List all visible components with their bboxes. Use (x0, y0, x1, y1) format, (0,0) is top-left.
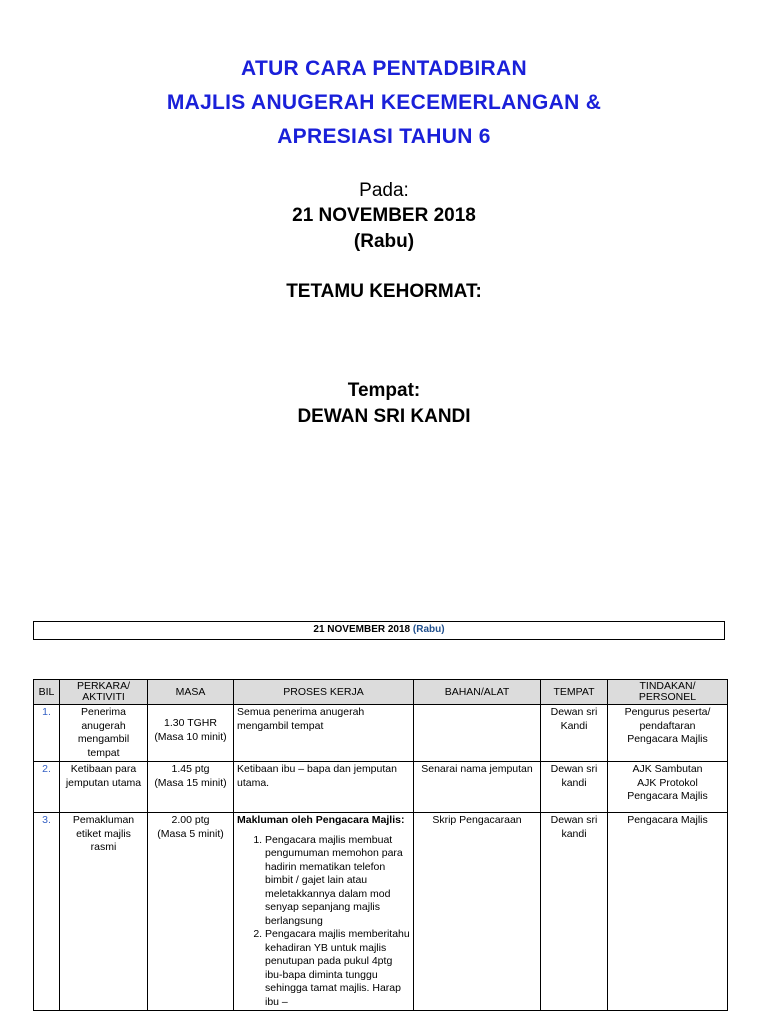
header-bahan: BAHAN/ALAT (414, 680, 541, 705)
row-tindakan-1: Pengacara Majlis (627, 814, 708, 826)
row-tindakan (608, 813, 728, 1011)
row-proses-title: Makluman oleh Pengacara Majlis: (237, 814, 405, 826)
venue-label: Tempat: (347, 380, 421, 401)
row-perkara: Pemakluman etiket majlis rasmi (60, 813, 148, 1011)
table-row (34, 813, 728, 1011)
row-bahan: Senarai nama jemputan (414, 762, 541, 813)
row-bil: 1. (34, 705, 60, 762)
row-tindakan-2: AJK Protokol (637, 776, 698, 789)
row-masa (148, 705, 234, 762)
row-masa-time: 1.45 ptg (171, 763, 210, 775)
header-proses: PROSES KERJA (234, 680, 414, 705)
row-perkara: Penerima anugerah mengambil tempat (60, 705, 148, 762)
row-tindakan (608, 762, 728, 813)
proses-step: 2. Pengacara majlis memberitahu kehadiran YB untuk majlis penutupan pada pukul 4ptg ibu-bapa diminta tunggu sehingga tamat majlis. Harap ibu – (265, 928, 410, 1009)
header-bil: BIL (34, 680, 60, 705)
row-masa-duration: (Masa 15 minit) (154, 776, 227, 789)
date-banner-date: 21 NOVEMBER 2018 (313, 624, 411, 635)
row-tindakan-2: Pengacara Majlis (627, 733, 708, 745)
header-perkara: PERKARA/ AKTIVITI (60, 680, 148, 705)
row-perkara: Ketibaan para jemputan utama (60, 762, 148, 813)
row-tindakan-1: AJK Sambutan (632, 763, 703, 775)
row-bil: 3. (34, 813, 60, 1011)
event-date: 21 NOVEMBER 2018 (292, 205, 476, 226)
row-masa (148, 762, 234, 813)
row-tempat: Dewan sri kandi (541, 762, 608, 813)
row-tempat: Dewan sri kandi (541, 813, 608, 1011)
row-bahan: Skrip Pengacaraan (414, 813, 541, 1011)
row-tempat: Dewan sri Kandi (541, 705, 608, 762)
row-bil: 2. (34, 762, 60, 813)
row-proses: Semua penerima anugerah mengambil tempat (234, 705, 414, 762)
row-masa-duration: (Masa 5 minit) (157, 827, 224, 840)
guest-label: TETAMU KEHORMAT: (286, 281, 482, 302)
schedule-table (33, 679, 728, 1011)
row-masa (148, 813, 234, 1011)
table-header-row (34, 680, 728, 705)
table-row (34, 762, 728, 813)
proses-step: 1. Pengacara majlis membuat pengumuman memohon para hadirin mematikan telefon bimbit / gajet lain atau meletakkannya dalam mod senyap sepanjang majlis berlangsung (265, 834, 410, 929)
header-tempat: TEMPAT (541, 680, 608, 705)
row-tindakan-1: Pengurus peserta/ pendaftaran (624, 706, 711, 732)
pada-label: Pada: (359, 180, 409, 201)
date-banner (33, 621, 725, 640)
row-masa-time: 1.30 TGHR (164, 717, 217, 729)
table-row (34, 705, 728, 762)
date-banner-day: (Rabu) (412, 624, 445, 635)
row-masa-duration: (Masa 10 minit) (154, 730, 227, 743)
proses-steps-list (237, 834, 410, 1010)
header-tindakan: TINDAKAN/ PERSONEL (608, 680, 728, 705)
row-proses: Ketibaan ibu – bapa dan jemputan utama. (234, 762, 414, 813)
row-tindakan (608, 705, 728, 762)
venue-name: DEWAN SRI KANDI (297, 406, 471, 427)
row-masa-time: 2.00 ptg (171, 814, 210, 826)
title-line-3: APRESIASI TAHUN 6 (277, 125, 491, 148)
row-tindakan-3: Pengacara Majlis (627, 790, 708, 802)
row-bahan (414, 705, 541, 762)
row-proses (234, 813, 414, 1011)
header-masa: MASA (148, 680, 234, 705)
title-line-2: MAJLIS ANUGERAH KECEMERLANGAN & (166, 91, 602, 114)
title-line-1: ATUR CARA PENTADBIRAN (241, 57, 527, 80)
event-day: (Rabu) (353, 231, 415, 252)
